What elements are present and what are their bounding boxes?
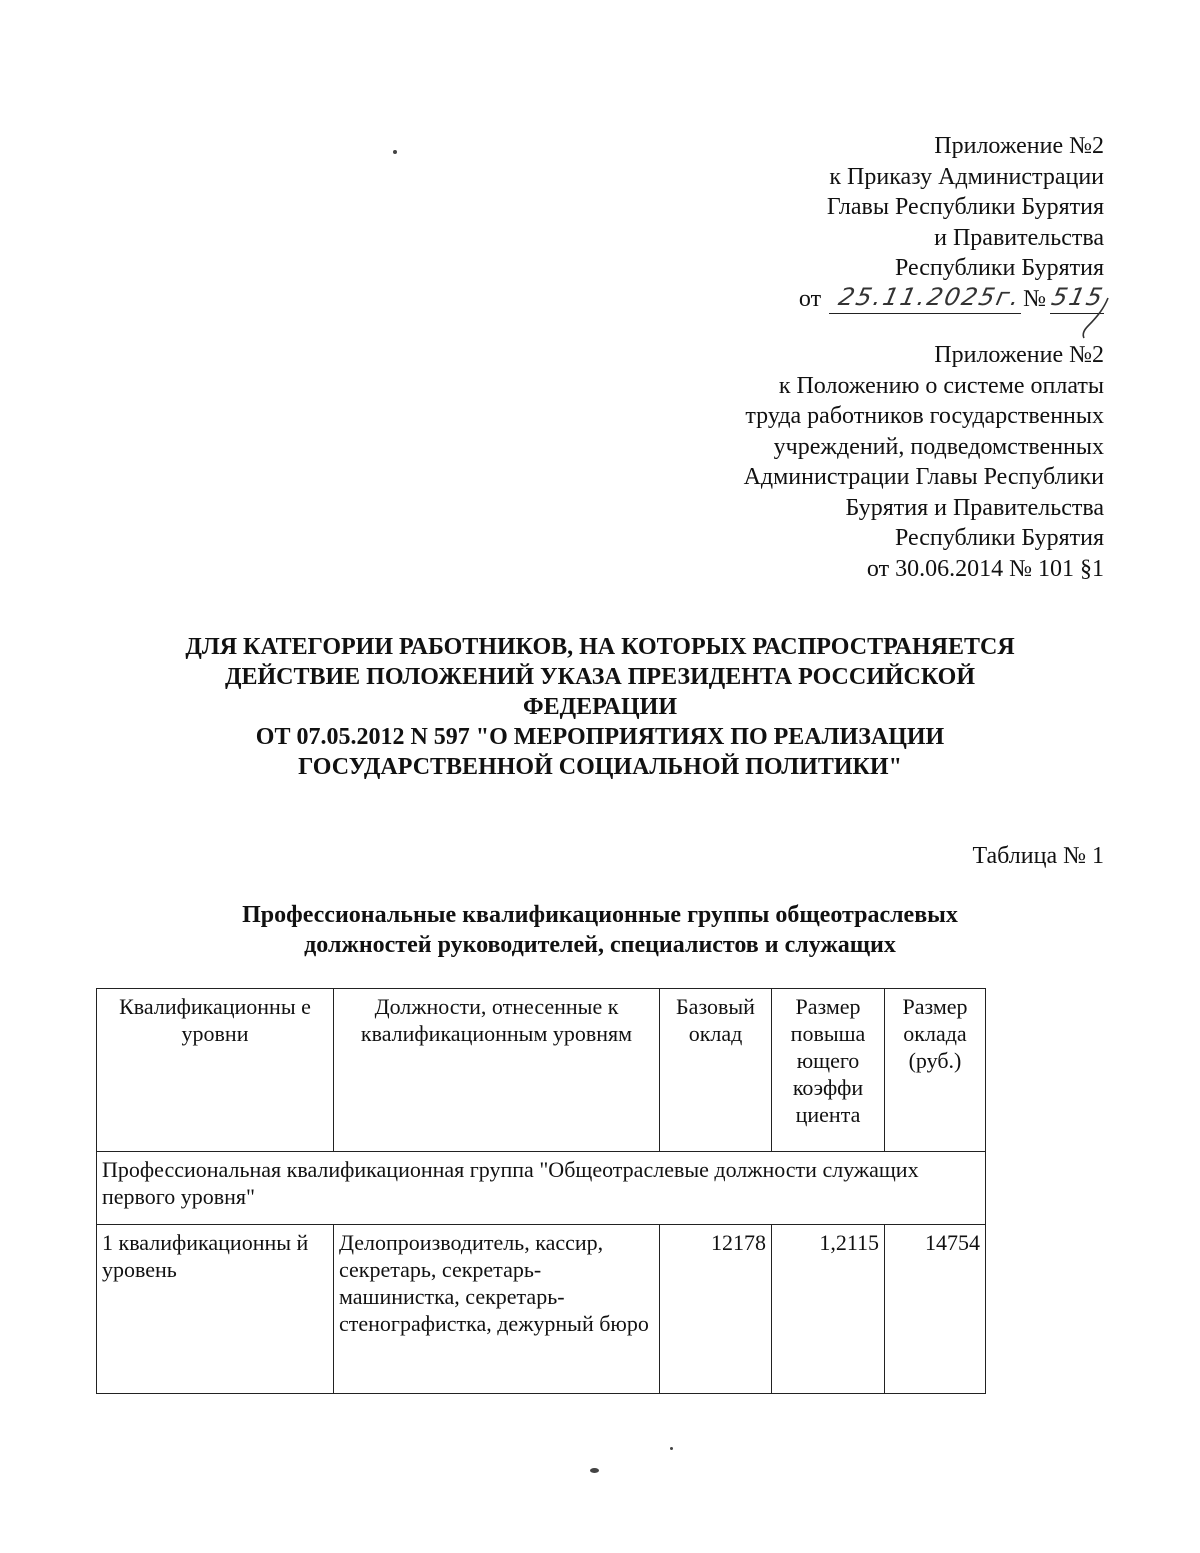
appendix-line: Республики Бурятия [895,255,1104,281]
title-line: ГОСУДАРСТВЕННОЙ СОЦИАЛЬНОЙ ПОЛИТИКИ" [298,754,902,780]
regulation-appendix-header [744,340,1104,584]
salary-table [96,988,986,1394]
group-title-cell: Профессиональная квалификационная группа "Общеотраслевые должности служащих первого уровня" [97,1152,986,1225]
appendix-line: Бурятия и Правительства [845,494,1104,521]
appendix-line: Главы Республики Бурятия [826,194,1104,220]
table-caption [150,900,1050,960]
table-row [97,1225,986,1394]
appendix-line: Администрации Главы Республики [743,464,1104,490]
number-label: № [1023,285,1046,312]
header-positions: Должности, отнесенные к квалификационным уровням [334,989,660,1152]
scan-speck [670,1447,673,1450]
appendix-line: труда работников государственных [745,403,1104,429]
handwritten-number: 515 [1049,282,1107,311]
header-qualification-level: Квалификационны е уровни [97,989,334,1152]
header-salary: Размер оклада (руб.) [885,989,986,1152]
base-salary-cell: 12178 [660,1225,772,1394]
level-cell: 1 квалификационны й уровень [97,1225,334,1394]
header-base-salary: Базовый оклад [660,989,772,1152]
caption-line: Профессиональные квалификационные группы общеотраслевых [242,902,958,928]
appendix-title: Приложение №2 [934,342,1104,368]
appendix-title: Приложение №2 [934,133,1104,159]
caption-line: должностей руководителей, специалистов и служащих [304,932,896,958]
document-title [80,632,1120,782]
appendix-line: к Приказу Администрации [829,163,1104,190]
order-appendix-header [798,131,1107,314]
table-number-label: Таблица № 1 [972,843,1104,869]
table-group-row [97,1152,986,1225]
handwritten-date: 25.11.2025г. [836,282,1024,311]
order-date-number-line [798,282,1107,315]
appendix-line: Республики Бурятия [895,525,1104,551]
title-line: ДЛЯ КАТЕГОРИИ РАБОТНИКОВ, НА КОТОРЫХ РАСПРОСТРАНЯЕТСЯ [185,634,1015,660]
header-coefficient: Размер повыша ющего коэффи циента [772,989,885,1152]
title-line: ОТ 07.05.2012 N 597 "О МЕРОПРИЯТИЯХ ПО РЕАЛИЗАЦИИ [255,724,945,750]
handwriting-stroke-icon [1074,296,1114,340]
appendix-line: и Правительства [934,224,1104,251]
scan-speck [393,150,397,154]
appendix-line: к Положению о системе оплаты [778,372,1104,399]
scan-speck [590,1468,599,1473]
order-date-field [829,282,1024,314]
positions-cell: Делопроизводитель, кассир, секретарь, секретарь-машинистка, секретарь-стенографистка, дежурный бюро [334,1225,660,1394]
title-line: ФЕДЕРАЦИИ [522,694,678,720]
table-header-row [97,989,986,1152]
from-label: от [798,285,822,312]
salary-cell: 14754 [885,1225,986,1394]
appendix-line: от 30.06.2014 № 101 §1 [866,555,1104,582]
appendix-line: учреждений, подведомственных [773,433,1104,460]
title-line: ДЕЙСТВИЕ ПОЛОЖЕНИЙ УКАЗА ПРЕЗИДЕНТА РОССИЙСКОЙ [224,664,976,690]
coefficient-cell: 1,2115 [772,1225,885,1394]
